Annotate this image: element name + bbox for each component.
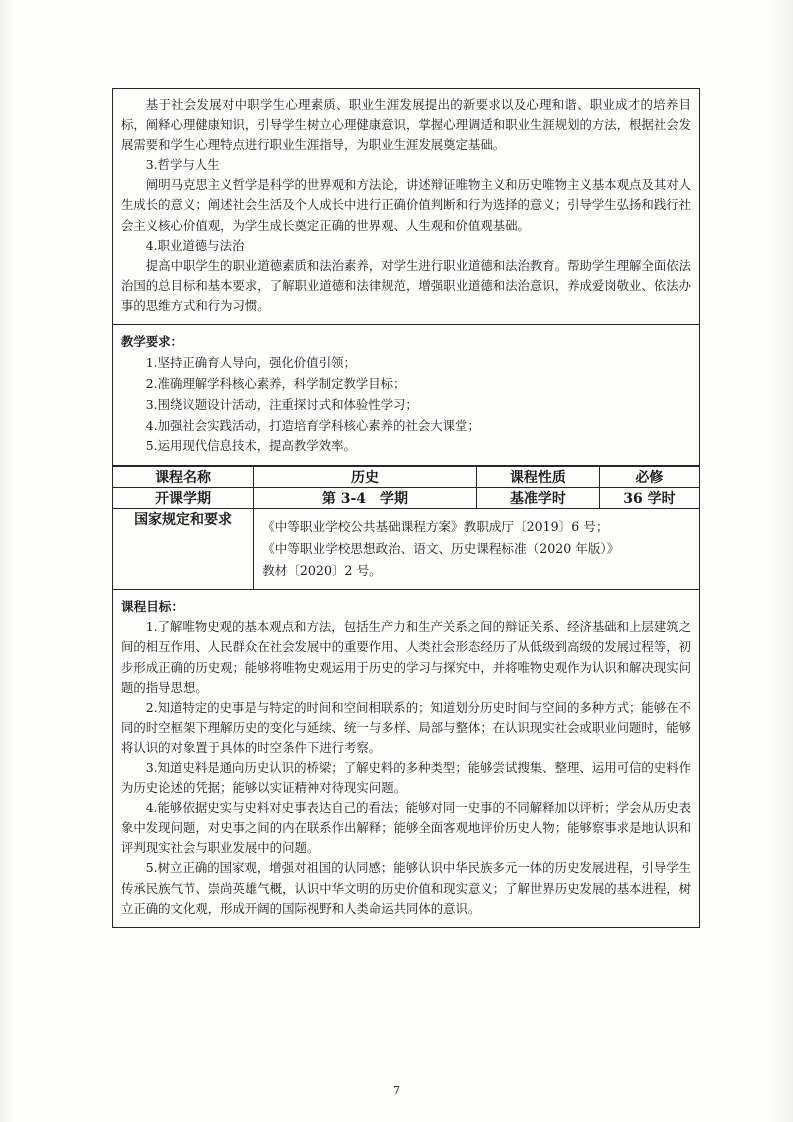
- teaching-requirement-item: 1.坚持正确育人导向，强化价值引领；: [145, 355, 356, 371]
- scan-edge-right: [771, 0, 793, 1122]
- table-row: [113, 467, 699, 488]
- table-row: [113, 466, 700, 590]
- course-nature-label: 课程性质: [476, 467, 599, 488]
- national-requirement-label: 国家规定和要求: [113, 509, 254, 590]
- national-requirement-line: 教材〔2020〕2 号。: [262, 563, 382, 579]
- top-section-cell: [113, 89, 700, 325]
- intro-paragraph: 基于社会发展对中职学生心理素质、职业生涯发展提出的新要求以及心理和谐、职业成才的培养目标，阐释心理健康知识，引导学生树立心理健康意识，掌握心理调适和职业生涯规划的方法，根据社会发展需要和学生心理特点进行职业生涯指导，为职业生涯发展奠定基础。: [121, 97, 691, 153]
- top-section: [113, 89, 699, 324]
- course-goal-item: 3.知道史料是通向历史认识的桥梁；了解史料的多种类型；能够尝试搜集、整理、运用可信的史料作为历史论述的凭据；能够以实证精神对待现实问题。: [121, 760, 691, 796]
- table-row: [113, 509, 699, 590]
- teaching-requirements-label: 教学要求：: [121, 334, 183, 350]
- section-body-philosophy: 阐明马克思主义哲学是科学的世界观和方法论，讲述辩证唯物主义和历史唯物主义基本观点及其对人生成长的意义；阐述社会生活及个人成长中进行正确价值判断和行为选择的意义；引导学生弘扬和践行社会主义核心价值观，为学生成长奠定正确的世界观、人生观和价值观基础。: [121, 177, 691, 233]
- course-name-value: 历史: [254, 467, 477, 488]
- national-requirement-line: 《中等职业学校思想政治、语文、历史课程标准（2020 年版）》: [262, 541, 620, 557]
- content-table: [112, 88, 700, 928]
- teaching-requirement-item: 5.运用现代信息技术，提高教学效率。: [145, 438, 356, 454]
- teaching-requirements-cell: [113, 325, 700, 466]
- teaching-requirement-item: 2.准确理解学科核心素养，科学制定教学目标；: [145, 375, 406, 391]
- course-goal-item: 4.能够依据史实与史料对史事表达自己的看法；能够对同一史事的不同解释加以评析；学会从历史表象中发现问题，对史事之间的内在联系作出解释；能够全面客观地评价历史人物；能够察事求是地认识和评判现实社会与职业发展中的问题。: [121, 800, 691, 856]
- scan-edge-left: [0, 0, 14, 1122]
- course-name-label: 课程名称: [113, 467, 254, 488]
- course-info-table: [113, 466, 699, 589]
- course-goal-item: 2.知道特定的史事是与特定的时间和空间相联系的；知道划分历史时间与空间的多种方式；能够在不同的时空框架下理解历史的变化与延续、统一与多样、局部与整体；在认识现实社会或职业问题时，能够将认识的对象置于具体的时空条件下进行考察。: [121, 699, 691, 755]
- section-body-ethics: 提高中职学生的职业道德素质和法治素养，对学生进行职业道德和法治教育。帮助学生理解全面依法治国的总目标和基本要求，了解职业道德和法律规范，增强职业道德和法治意识，养成爱岗敬业、依法办事的思维方式和行为习惯。: [121, 257, 691, 313]
- teaching-requirement-item: 3.围绕议题设计活动，注重探讨式和体验性学习；: [145, 396, 418, 412]
- section-heading-ethics: 4.职业道德与法治: [145, 237, 245, 253]
- course-info-cell: [113, 466, 700, 590]
- teaching-requirements: [113, 325, 699, 465]
- term-label: 开课学期: [113, 488, 254, 509]
- course-goal-item: 1.了解唯物史观的基本观点和方法，包括生产力和生产关系之间的辩证关系、经济基础和上层建筑之间的相互作用、人民群众在社会发展中的重要作用、人类社会形态经历了从低级到高级的发展过程等，初步形成正确的历史观；能够将唯物史观运用于历史的学习与探究中，并将唯物史观作为认识和解决现实问题的指导思想。: [121, 619, 691, 695]
- course-goals: [113, 590, 699, 926]
- course-nature-value: 必修: [599, 467, 699, 488]
- table-row: [113, 590, 700, 927]
- section-heading-philosophy: 3.哲学与人生: [145, 157, 220, 173]
- national-requirement-value: [254, 509, 699, 590]
- national-requirement-line: 《中等职业学校公共基础课程方案》教职成厅〔2019〕6 号；: [262, 519, 609, 535]
- course-goals-cell: [113, 590, 700, 927]
- base-hours-label: 基准学时: [476, 488, 599, 509]
- term-value: 第 3-4 学期: [254, 488, 477, 509]
- table-row: [113, 488, 699, 509]
- table-row: [113, 89, 700, 325]
- base-hours-value: 36 学时: [599, 488, 699, 509]
- course-goals-label: 课程目标：: [121, 599, 184, 615]
- table-row: [113, 325, 700, 466]
- course-goal-item: 5.树立正确的国家观，增强对祖国的认同感；能够认识中华民族多元一体的历史发展进程，引导学生传承民族气节、崇尚英雄气概，认识中华文明的历史价值和现实意义；了解世界历史发展的基本进程，树立正确的文化观，形成开阔的国际视野和人类命运共同体的意识。: [121, 860, 691, 916]
- document-body: [112, 88, 700, 928]
- teaching-requirement-item: 4.加强社会实践活动，打造培育学科核心素养的社会大课堂；: [145, 417, 480, 433]
- page-number: 7: [393, 1084, 400, 1097]
